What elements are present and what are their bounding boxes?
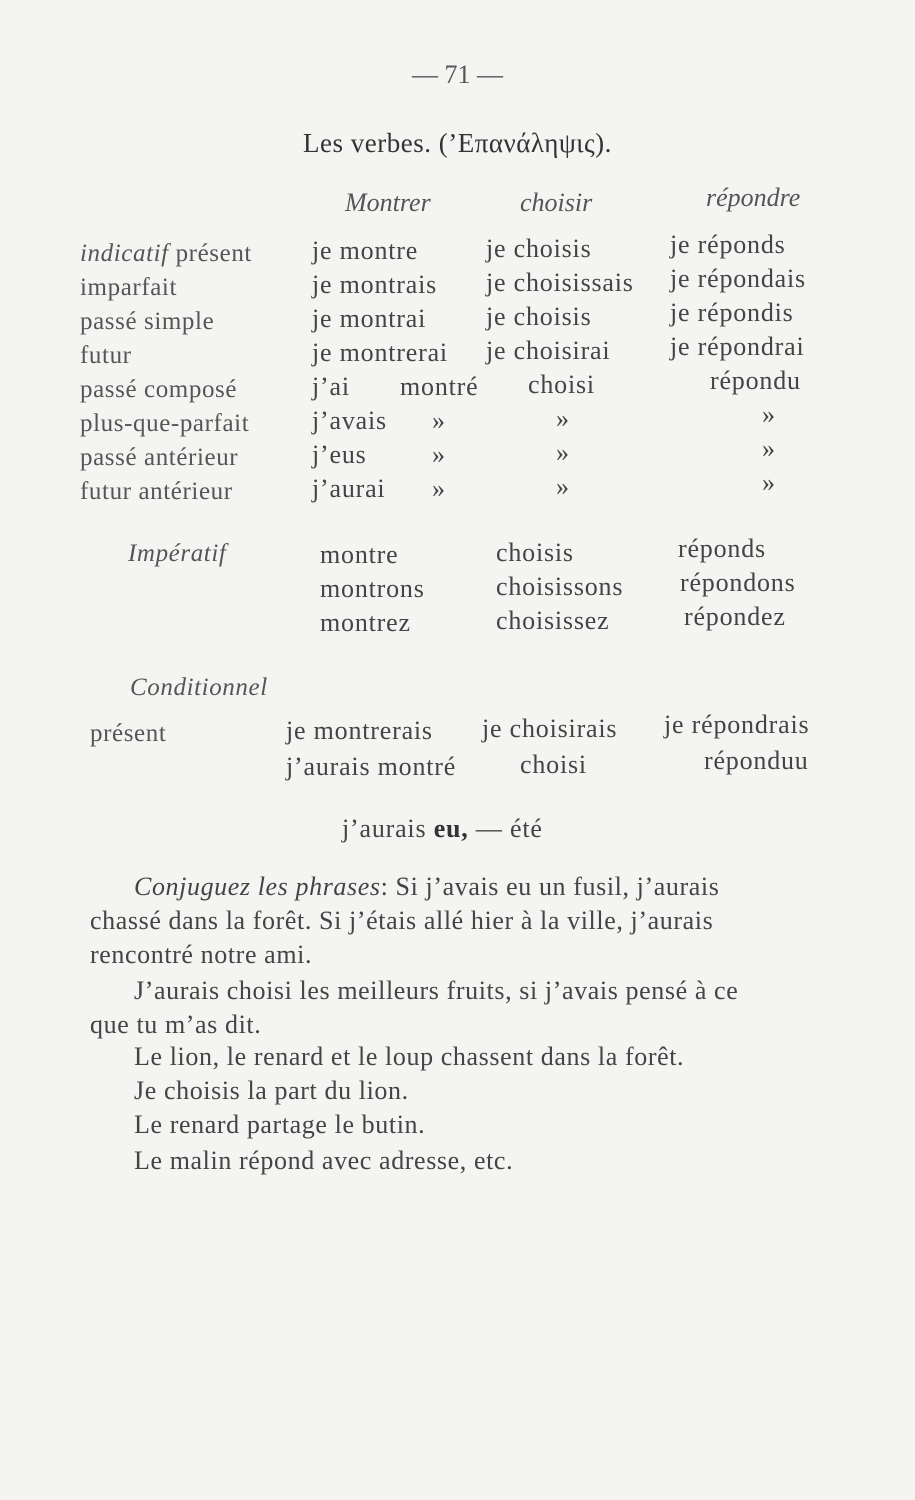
- imperatif-montrer: montre: [320, 540, 399, 569]
- page-title: Les verbes. (’Επανάληψις).: [303, 128, 612, 158]
- conj-repondre: je répondais: [670, 264, 806, 293]
- conj-repondre: je réponds: [670, 230, 786, 259]
- imperatif-montrer: montrez: [320, 608, 411, 637]
- exercise-line: Le lion, le renard et le loup chassent dans la forêt.: [134, 1042, 685, 1071]
- imperatif-choisir: choisis: [496, 538, 574, 567]
- exercise-line: chassé dans la forêt. Si j’étais allé hier à la ville, j’aurais: [90, 906, 714, 935]
- ditto-mark: »: [432, 406, 446, 435]
- exercise-line: J’aurais choisi les meilleurs fruits, si j’avais pensé à ce: [134, 976, 739, 1005]
- tense-label: imparfait: [80, 274, 178, 301]
- conj-montrer: j’eus: [312, 440, 367, 469]
- cond-choisir-past: choisi: [520, 750, 587, 779]
- cond-montrer: je montrerais: [286, 716, 433, 745]
- conj-choisir: je choisirai: [486, 336, 611, 365]
- imperatif-repondre: réponds: [678, 534, 766, 563]
- ditto-mark: »: [556, 404, 570, 433]
- exercise-line: Conjuguez les phrases: Si j’avais eu un fusil, j’aurais: [134, 872, 720, 901]
- conj-montrer-participle: montré: [400, 372, 479, 401]
- ditto-mark: »: [556, 438, 570, 467]
- cond-choisir: je choisirais: [482, 714, 618, 743]
- conj-montrer: je montrai: [312, 304, 427, 333]
- conj-montrer: je montrais: [312, 270, 438, 299]
- imperatif-label: Impératif: [128, 540, 227, 567]
- verb-header-montrer: Montrer: [345, 188, 431, 217]
- verb-header-choisir: choisir: [520, 188, 593, 217]
- ditto-mark: »: [762, 468, 776, 497]
- tense-label: futur: [80, 342, 132, 369]
- conj-repondre: je répondis: [670, 298, 794, 327]
- exercise-line: rencontré notre ami.: [90, 940, 313, 969]
- conj-montrer: je montre: [312, 236, 419, 265]
- exercise-line: Le malin répond avec adresse, etc.: [134, 1146, 514, 1175]
- tense-label: passé antérieur: [80, 444, 239, 471]
- conj-repondre: répondu: [710, 366, 801, 395]
- conj-choisir: je choisis: [486, 234, 592, 263]
- conj-montrer: j’aurai: [312, 474, 386, 503]
- exercise-line: Le renard partage le butin.: [134, 1110, 426, 1139]
- imperatif-choisir: choisissez: [496, 606, 610, 635]
- cond-montrer-past: j’aurais montré: [286, 752, 457, 781]
- conj-montrer: j’ai: [312, 372, 350, 401]
- ditto-mark: »: [432, 474, 446, 503]
- conj-choisir: je choisis: [486, 302, 592, 331]
- ditto-mark: »: [432, 440, 446, 469]
- conj-montrer: je montrerai: [312, 338, 448, 367]
- exercise-line: Je choisis la part du lion.: [134, 1076, 409, 1105]
- exercise-line: que tu m’as dit.: [90, 1010, 262, 1039]
- ditto-mark: »: [762, 400, 776, 429]
- cond-repondre-past: réponduu: [704, 746, 809, 775]
- conj-choisir: choisi: [528, 370, 595, 399]
- conj-choisir: je choisissais: [486, 268, 634, 297]
- auxiliary-line: j’aurais eu, — été: [342, 814, 543, 843]
- tense-label: futur antérieur: [80, 478, 233, 505]
- page-number: — 71 —: [412, 60, 503, 89]
- tense-label: plus-que-parfait: [80, 410, 250, 437]
- ditto-mark: »: [556, 472, 570, 501]
- tense-label: passé simple: [80, 308, 215, 335]
- verb-header-repondre: répondre: [706, 183, 801, 212]
- imperatif-repondre: répondons: [680, 568, 796, 597]
- conj-montrer: j’avais: [312, 406, 387, 435]
- cond-repondre: je répondrais: [664, 710, 810, 739]
- imperatif-choisir: choisissons: [496, 572, 624, 601]
- present-label: présent: [90, 720, 167, 747]
- conj-repondre: je répondrai: [670, 332, 805, 361]
- tense-label: indicatif présent: [80, 240, 252, 267]
- ditto-mark: »: [762, 434, 776, 463]
- tense-label: passé composé: [80, 376, 238, 403]
- imperatif-montrer: montrons: [320, 574, 425, 603]
- conditionnel-label: Conditionnel: [130, 674, 268, 701]
- imperatif-repondre: répondez: [684, 602, 786, 631]
